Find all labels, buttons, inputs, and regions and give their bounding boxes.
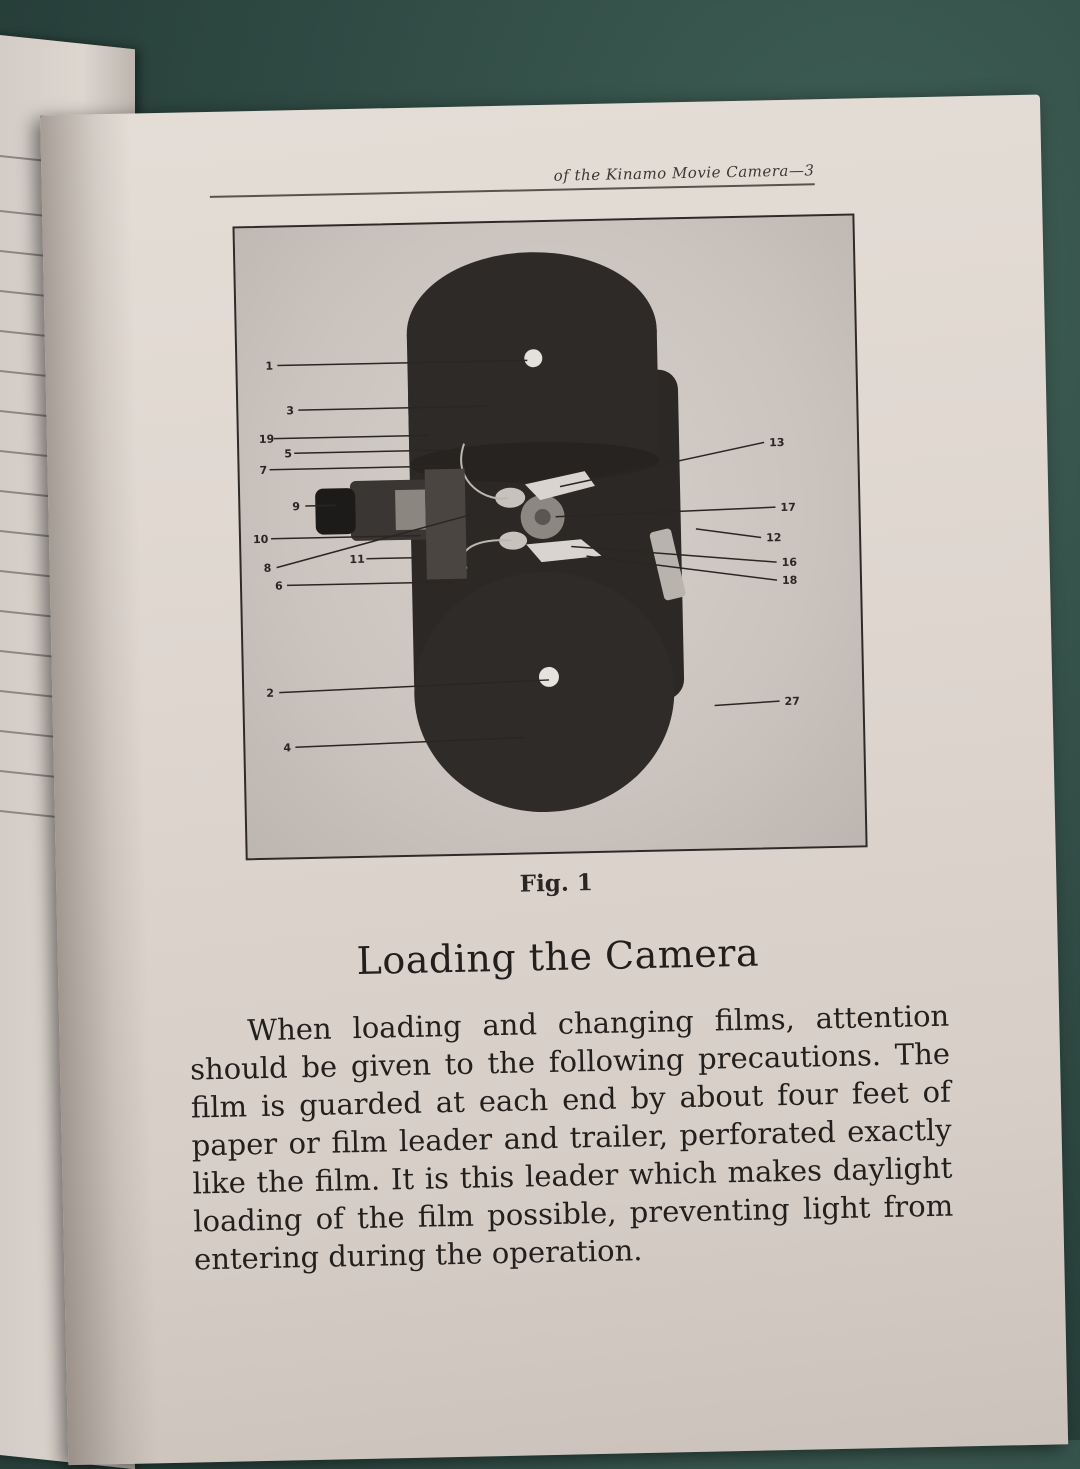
leader-line <box>696 527 761 538</box>
lens-plate <box>395 489 426 530</box>
label-10: 10 <box>252 532 269 547</box>
label-1: 1 <box>265 359 274 373</box>
label-19: 19 <box>258 432 275 446</box>
label-8: 8 <box>263 561 272 575</box>
figure-photo <box>232 213 867 860</box>
label-2: 2 <box>266 686 275 700</box>
camera-illustration <box>235 215 866 858</box>
label-16: 16 <box>781 555 798 570</box>
label-12: 12 <box>765 531 782 545</box>
label-11: 11 <box>349 552 365 567</box>
label-5: 5 <box>284 447 293 461</box>
label-17: 17 <box>780 500 796 515</box>
running-head: of the Kinamo Movie Camera—3 <box>209 161 814 198</box>
gate-plate <box>425 469 467 580</box>
label-7: 7 <box>259 463 268 477</box>
lens <box>315 488 356 535</box>
label-27: 27 <box>784 694 800 709</box>
label-6: 6 <box>274 579 283 593</box>
body-text <box>189 997 954 1279</box>
label-13: 13 <box>768 435 785 450</box>
leader-line <box>274 435 429 438</box>
label-4: 4 <box>283 741 292 755</box>
book-page <box>40 95 1068 1466</box>
section-heading: Loading the Camera <box>356 930 760 984</box>
label-18: 18 <box>781 573 798 588</box>
leader-line <box>305 505 335 506</box>
paragraph: When loading and changing films, attention should be given to the following precautions. The film is guarded at each end by about four feet of paper or film leader and trailer, perforated exactly like the film. It is this leader which makes daylight loading of the film possible, preventing light from entering during the operation. <box>189 998 954 1277</box>
label-3: 3 <box>286 404 295 418</box>
label-9: 9 <box>292 500 301 514</box>
leader-line <box>715 701 780 705</box>
figure-caption: Fig. 1 <box>519 869 594 898</box>
